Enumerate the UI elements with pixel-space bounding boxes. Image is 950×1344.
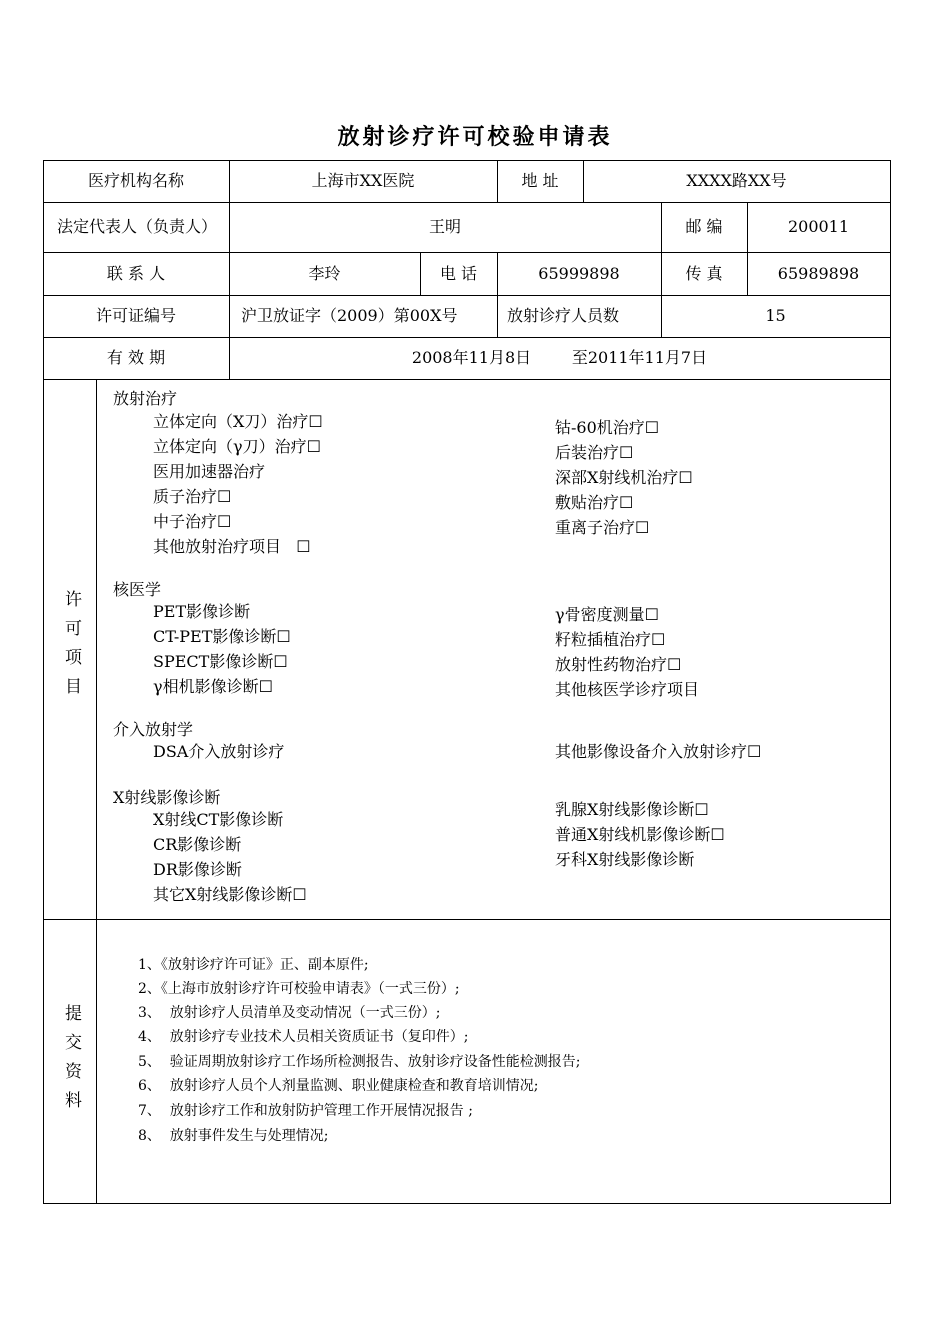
phone-value: 65999898	[538, 263, 620, 283]
xray-item: X射线CT影像诊断	[153, 810, 284, 829]
interventional-item: DSA介入放射诊疗	[153, 742, 285, 761]
license-value: 沪卫放证字（2009）第00X号	[241, 306, 458, 325]
radiotherapy-item: 医用加速器治疗	[153, 462, 266, 481]
radiotherapy-item: 质子治疗☐	[153, 487, 232, 506]
staff-value: 15	[765, 306, 786, 325]
interventional-item: 其他影像设备介入放射诊疗☐	[555, 742, 762, 761]
validity-label: 有 效 期	[106, 348, 166, 367]
fax-label: 传 真	[685, 263, 723, 283]
nuclear-item: 其他核医学诊疗项目	[555, 680, 700, 699]
contact-value: 李玲	[308, 263, 341, 283]
xray-item: CR影像诊断	[153, 835, 242, 854]
nuclear-item: CT-PET影像诊断☐	[153, 627, 291, 646]
radiotherapy-item: 立体定向（γ刀）治疗☐	[153, 437, 321, 456]
address-value: XXXX路XX号	[686, 171, 787, 190]
postcode-label: 邮 编	[685, 217, 723, 236]
material-item: 8、 放射事件发生与处理情况;	[138, 1128, 329, 1144]
address-label: 地 址	[521, 171, 559, 190]
radiotherapy-item: 钴-60机治疗☐	[555, 418, 660, 437]
nuclear-item: PET影像诊断	[153, 602, 251, 621]
materials-label	[46, 1004, 96, 1120]
xray-item: 普通X射线机影像诊断☐	[555, 825, 725, 844]
material-item: 6、 放射诊疗人员个人剂量监测、职业健康检查和教育培训情况;	[138, 1078, 539, 1094]
xray-heading: X射线影像诊断	[113, 788, 221, 807]
radiotherapy-item: 重离子治疗☐	[555, 518, 650, 537]
xray-item: 牙科X射线影像诊断	[555, 850, 695, 869]
phone-label: 电 话	[439, 263, 478, 283]
nuclear-heading: 核医学	[113, 580, 162, 599]
interventional-heading: 介入放射学	[113, 720, 194, 739]
xray-item: DR影像诊断	[153, 860, 242, 879]
validity-value: 2008年11月8日 至2011年11月7日	[411, 348, 708, 367]
xray-item: 其它X射线影像诊断☐	[153, 885, 307, 904]
materials-label-text: 提交资料	[61, 1004, 81, 1120]
radiotherapy-item: 深部X射线机治疗☐	[555, 468, 693, 487]
material-item: 7、 放射诊疗工作和放射防护管理工作开展情况报告 ;	[138, 1103, 473, 1119]
rule	[43, 379, 891, 380]
institution-value: 上海市XX医院	[311, 171, 415, 190]
form-title: 放射诊疗许可校验申请表	[337, 124, 613, 150]
nuclear-item: 籽粒插植治疗☐	[555, 630, 666, 649]
xray-item: 乳腺X射线影像诊断☐	[555, 800, 709, 819]
fax-value: 65989898	[777, 263, 860, 283]
rule	[43, 1203, 891, 1204]
license-label: 许可证编号	[95, 306, 176, 325]
material-item: 3、 放射诊疗人员清单及变动情况（一式三份）;	[138, 1005, 441, 1021]
material-item: 2、《上海市放射诊疗许可校验申请表》（一式三份）;	[138, 981, 460, 997]
permit-items-label-text: 许可项目	[61, 590, 81, 706]
permit-items-label	[46, 590, 96, 706]
radiotherapy-item: 立体定向（X刀）治疗☐	[153, 412, 323, 431]
radiotherapy-item: 其他放射治疗项目 ☐	[153, 537, 311, 556]
nuclear-item: γ相机影像诊断☐	[153, 677, 273, 696]
nuclear-item: SPECT影像诊断☐	[153, 652, 288, 671]
staff-label: 放射诊疗人员数	[507, 306, 620, 325]
rule	[890, 160, 891, 1204]
material-item: 5、 验证周期放射诊疗工作场所检测报告、放射诊疗设备性能检测报告;	[138, 1054, 581, 1070]
radiotherapy-heading: 放射治疗	[113, 389, 178, 408]
postcode-value: 200011	[787, 217, 850, 236]
nuclear-item: 放射性药物治疗☐	[555, 655, 682, 674]
contact-label: 联 系 人	[106, 263, 166, 283]
legal-rep-value: 王明	[428, 217, 461, 236]
radiotherapy-item: 后装治疗☐	[555, 443, 634, 462]
rule	[43, 919, 891, 920]
rule	[96, 379, 97, 1204]
radiotherapy-item: 敷贴治疗☐	[555, 493, 634, 512]
radiotherapy-item: 中子治疗☐	[153, 512, 232, 531]
material-item: 4、 放射诊疗专业技术人员相关资质证书（复印件）;	[138, 1029, 469, 1045]
material-item: 1、《放射诊疗许可证》正、副本原件;	[138, 957, 369, 973]
nuclear-item: γ骨密度测量☐	[555, 605, 659, 624]
institution-label: 医疗机构名称	[87, 171, 184, 190]
legal-rep-label: 法定代表人（负责人）	[57, 217, 218, 236]
